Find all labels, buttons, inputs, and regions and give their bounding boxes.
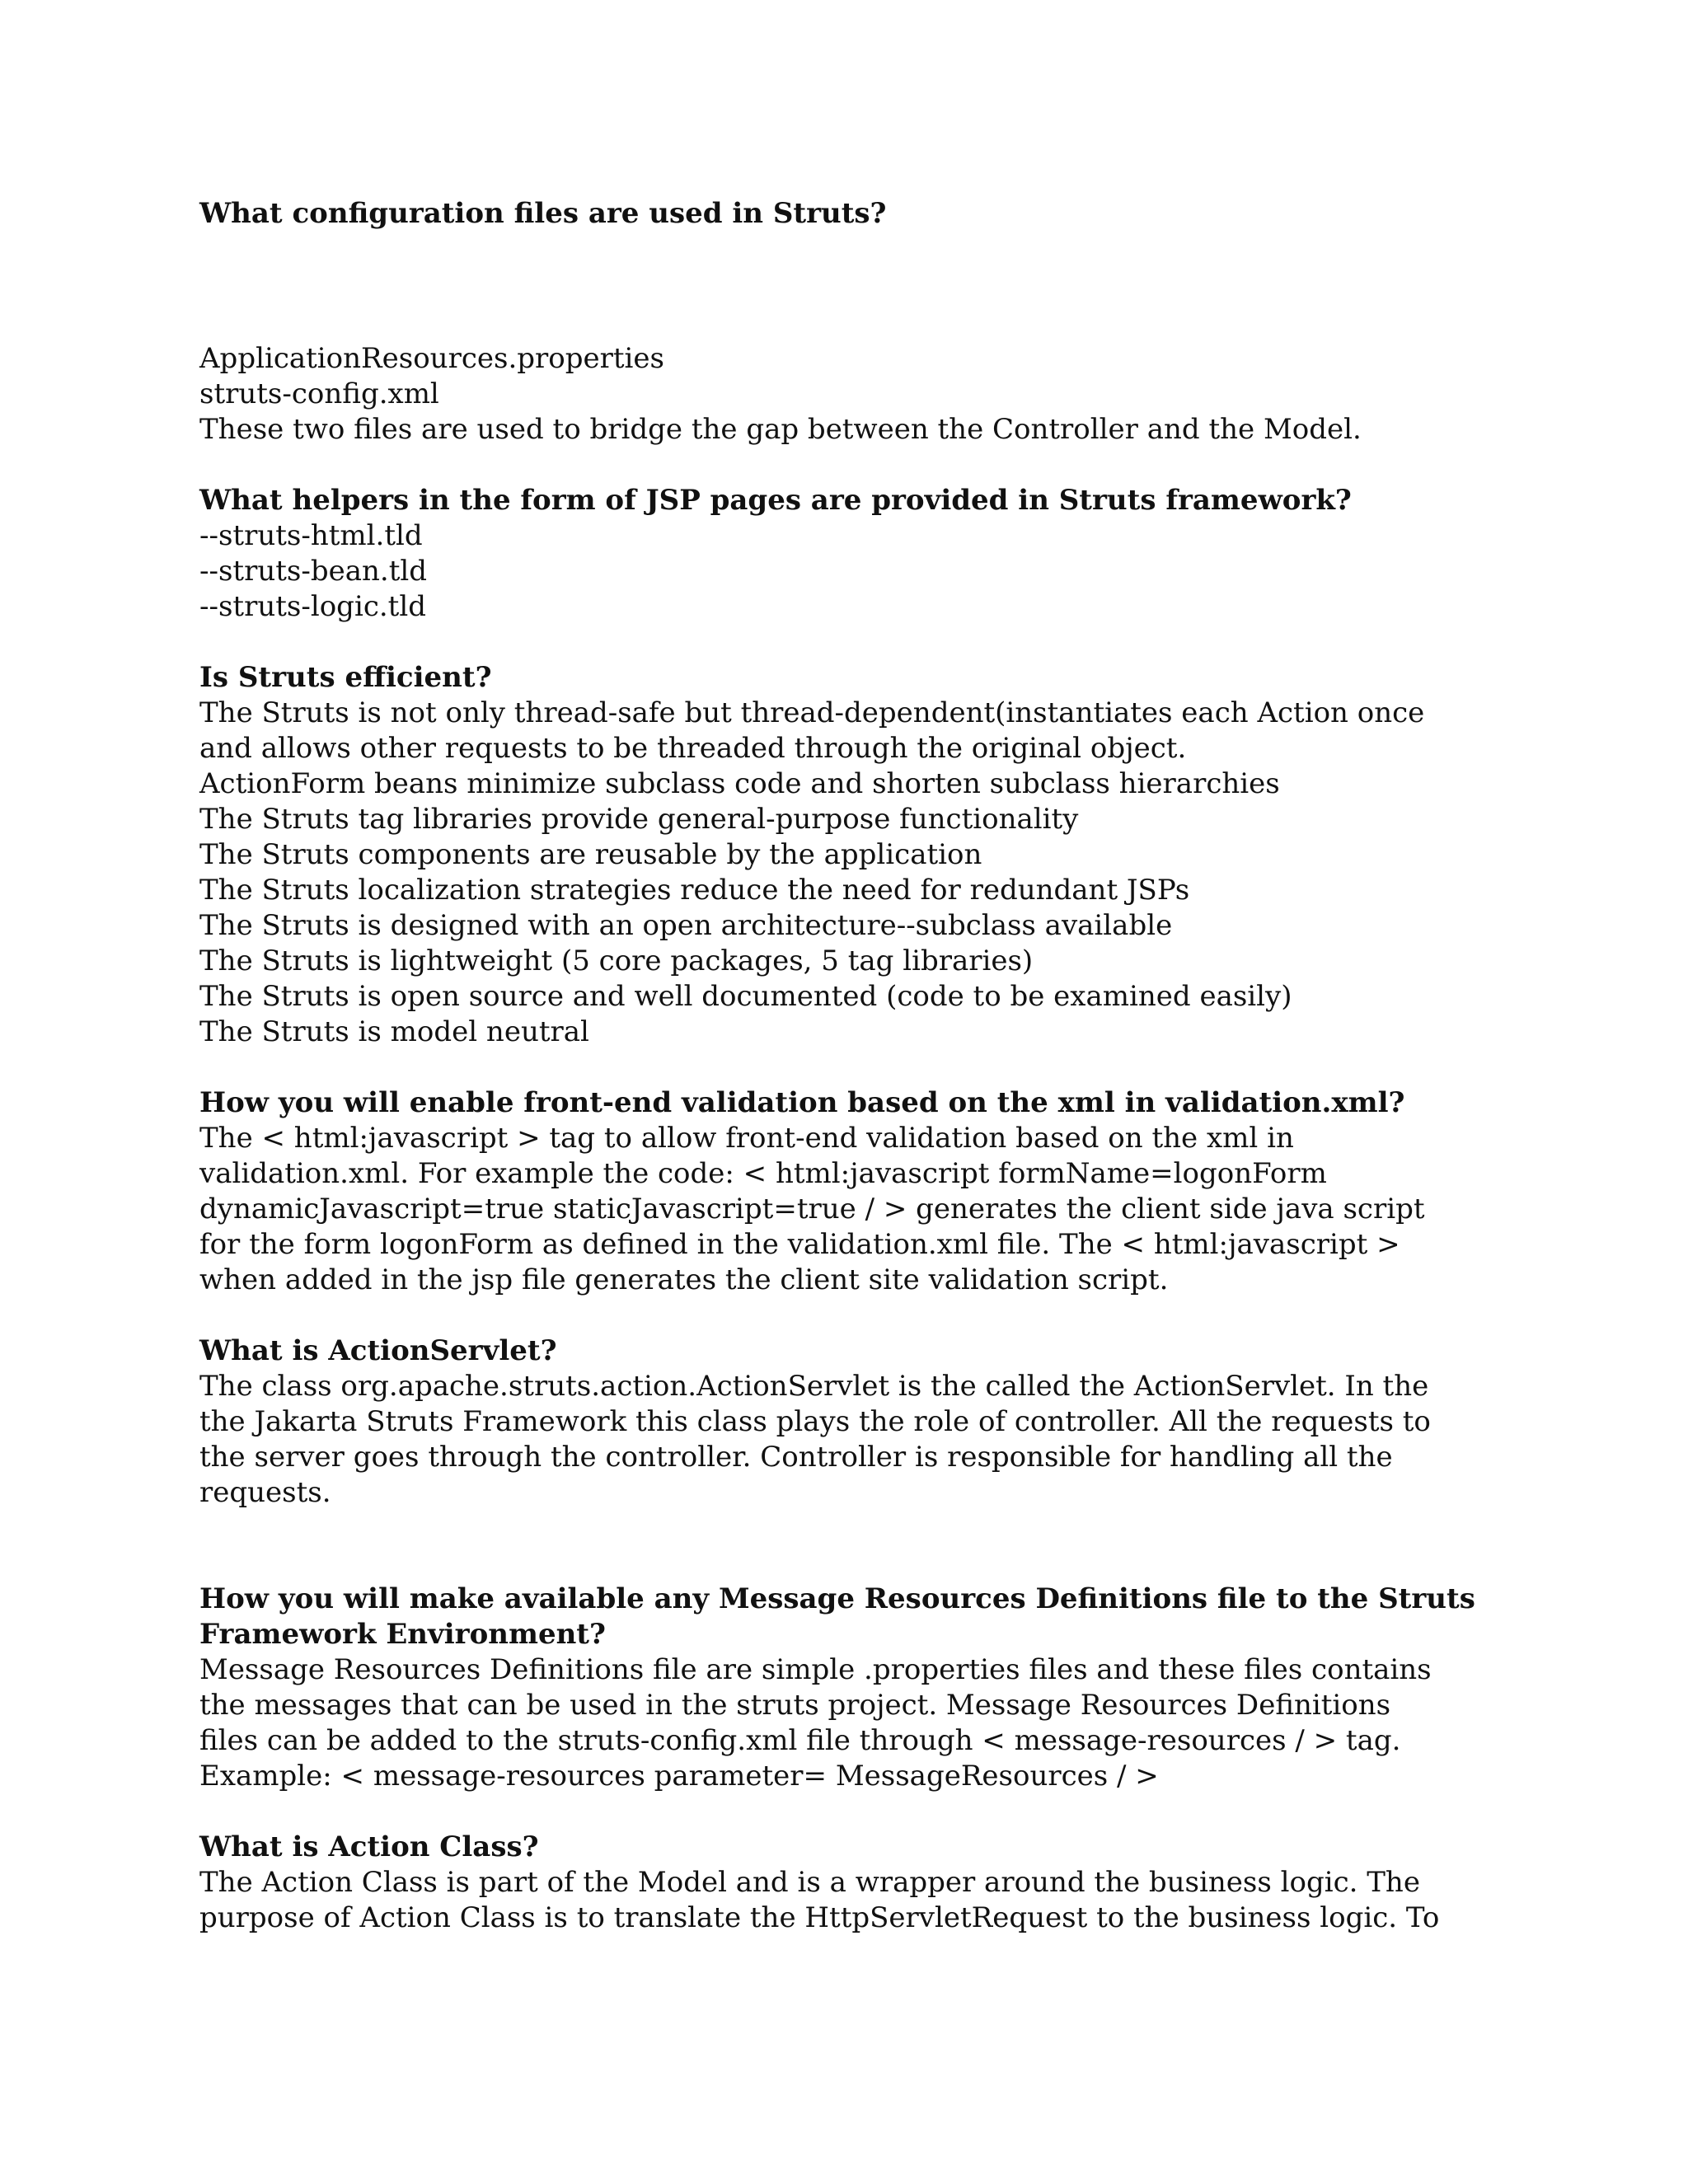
spacer — [199, 625, 1518, 660]
spacer — [199, 1050, 1518, 1085]
section-heading: Framework Environment? — [199, 1618, 606, 1651]
body-line: requests. — [199, 1476, 331, 1509]
body-line: These two files are used to bridge the gap between the Controller and the Model. — [199, 413, 1362, 446]
body-line: The Action Class is part of the Model and is a wrapper around the business logic. The — [199, 1866, 1420, 1899]
body-line: the server goes through the controller. Controller is responsible for handling all the — [199, 1441, 1393, 1474]
spacer — [199, 448, 1518, 483]
section-heading: Is Struts efficient? — [199, 661, 492, 694]
section-heading: What configuration files are used in Struts? — [199, 197, 887, 230]
body-line: the Jakarta Struts Framework this class plays the role of controller. All the requests to — [199, 1405, 1431, 1438]
body-line: the messages that can be used in the struts project. Message Resources Definitions — [199, 1689, 1391, 1722]
body-line: The < html:javascript > tag to allow front-end validation based on the xml in — [199, 1122, 1294, 1155]
body-line: The Struts is not only thread-safe but thread-dependent(instantiates each Action once — [199, 696, 1425, 729]
body-line: The Struts localization strategies reduce the need for redundant JSPs — [199, 874, 1190, 907]
body-line: for the form logonForm as defined in the validation.xml file. The < html:javascript > — [199, 1228, 1400, 1261]
spacer — [199, 1298, 1518, 1333]
body-line: The Struts is designed with an open architecture--subclass available — [199, 909, 1173, 942]
body-line: The Struts tag libraries provide general-purpose functionality — [199, 803, 1079, 836]
body-line: The Struts is model neutral — [199, 1015, 589, 1048]
body-line: Message Resources Definitions file are simple .properties files and these files contains — [199, 1653, 1432, 1686]
body-line: validation.xml. For example the code: < html:javascript formName=logonForm — [199, 1157, 1327, 1190]
body-line: --struts-bean.tld — [199, 555, 428, 588]
body-line: dynamicJavascript=true staticJavascript=true / > generates the client side java script — [199, 1193, 1425, 1226]
body-line: The Struts is open source and well documented (code to be examined easily) — [199, 980, 1292, 1013]
spacer — [199, 1511, 1518, 1582]
section-heading: How you will make available any Message Resources Definitions file to the Struts — [199, 1582, 1475, 1615]
body-line: and allows other requests to be threaded through the original object. — [199, 732, 1187, 765]
body-line: files can be added to the struts-config.xml file through < message-resources / > tag. — [199, 1724, 1401, 1757]
spacer — [199, 232, 1518, 341]
body-line: ActionForm beans minimize subclass code and shorten subclass hierarchies — [199, 767, 1280, 800]
spacer — [199, 1794, 1518, 1830]
body-line: Example: < message-resources parameter= MessageResources / > — [199, 1760, 1159, 1793]
section-heading: What helpers in the form of JSP pages are provided in Struts framework? — [199, 484, 1352, 517]
section-heading: How you will enable front-end validation based on the xml in validation.xml? — [199, 1086, 1405, 1119]
section-heading: What is Action Class? — [199, 1830, 539, 1863]
body-line: The class org.apache.struts.action.ActionServlet is the called the ActionServlet. In the — [199, 1370, 1429, 1403]
body-line: ApplicationResources.properties — [199, 342, 664, 375]
body-line: when added in the jsp file generates the client site validation script. — [199, 1263, 1169, 1296]
body-line: purpose of Action Class is to translate the HttpServletRequest to the business logic. To — [199, 1901, 1440, 1934]
body-line: struts-config.xml — [199, 377, 439, 410]
body-line: The Struts is lightweight (5 core packages, 5 tag libraries) — [199, 944, 1034, 977]
body-line: --struts-logic.tld — [199, 590, 426, 623]
section-heading: What is ActionServlet? — [199, 1334, 557, 1367]
body-line: The Struts components are reusable by the application — [199, 838, 982, 871]
body-line: --struts-html.tld — [199, 519, 423, 552]
document-body — [199, 196, 1518, 1936]
